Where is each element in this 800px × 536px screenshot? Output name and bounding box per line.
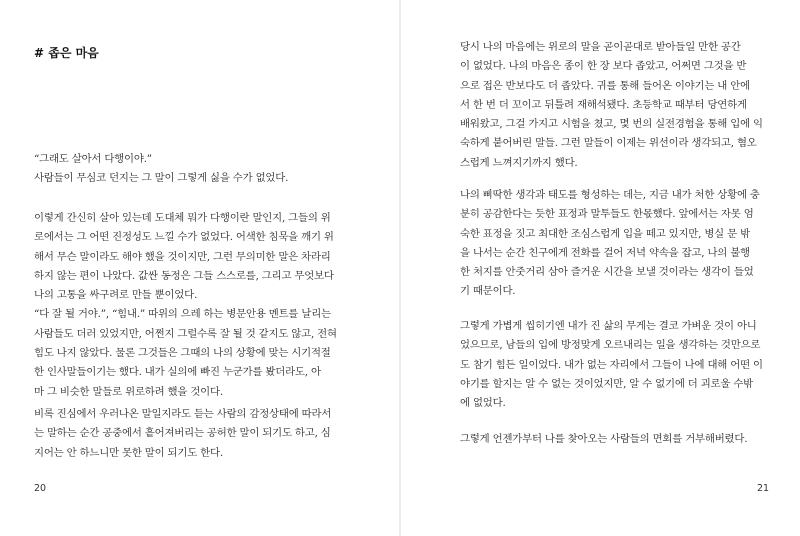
chapter-heading: # 좁은 마음 — [34, 46, 99, 60]
text-line: 스럽게 느껴지기까지 했다. — [460, 156, 578, 169]
text-line: 서 한 번 더 꼬이고 뒤틀려 재해석됐다. 초등학교 때부터 당연하게 — [460, 98, 747, 111]
text-line: 나의 삐딱한 생각과 태도를 형성하는 데는, 지금 내가 처한 상황에 충 — [460, 189, 760, 201]
text-line: 기 때문이다. — [460, 285, 516, 298]
page-number: 21 — [757, 483, 770, 494]
text-line: “그래도 살아서 다행이야.” — [34, 153, 152, 165]
text-line: 사람들이 무심코 던지는 그 말이 그렇게 싫을 수가 없었다. — [34, 172, 289, 185]
text-line: 로에서는 그 어떤 진정성도 느낄 수가 없었다. 어색한 침묵을 깨기 위 — [34, 231, 334, 244]
text-line: 배워왔고, 그걸 가지고 시험을 쳤고, 몇 번의 실전경험을 통해 입에 익 — [460, 118, 763, 131]
text-line: 으로 접은 반보다도 더 좁았다. 귀를 통해 들어온 이야기는 내 안에 — [460, 79, 750, 92]
text-line: 지어는 안 하느니만 못한 말이 되기도 한다. — [34, 446, 223, 459]
text-line: 당시 나의 마음에는 위로의 말을 곧이곧대로 받아들일 만한 공간 — [460, 41, 741, 53]
text-line: 숙한 표정을 짓고 최대한 조심스럽게 입을 떼고 있지만, 병실 문 밖 — [460, 227, 750, 240]
text-line: 하지 않는 편이 나았다. 값싼 동정은 그들 스스로를, 그리고 무엇보다 — [34, 269, 334, 282]
text-line: 힘도 나지 않았다. 물론 그것들은 그때의 나의 상황에 맞는 시기적절 — [34, 347, 331, 360]
text-line: 나의 고통을 싸구려로 만들 뿐이었다. — [34, 289, 198, 302]
text-line: 이렇게 간신히 살아 있는데 도대체 뭐가 다행이란 말인지, 그들의 위 — [34, 212, 331, 224]
text-line: 분히 공감한다는 듯한 표정과 말투들도 한몫했다. 앞에서는 자못 엄 — [460, 208, 754, 221]
text-line: 사람들도 더러 있었지만, 어쩐지 그럴수록 잘 될 것 같지도 않고, 전혀 — [34, 327, 337, 340]
text-line: 마 그 비슷한 말들로 위로하려 했을 것이다. — [34, 385, 223, 398]
text-line: 비록 진심에서 우러나온 말일지라도 듣는 사람의 감정상태에 따라서 — [34, 408, 332, 420]
text-line: 을 나서는 순간 친구에게 전화를 걸어 저녁 약속을 잡고, 나의 불행 — [460, 246, 750, 259]
page-number: 20 — [34, 483, 47, 494]
text-line: 그렇게 언젠가부터 나를 찾아오는 사람들의 면회를 거부해버렸다. — [460, 433, 748, 445]
right-paragraph-3 — [460, 317, 780, 413]
right-page — [400, 0, 800, 536]
left-paragraph-3 — [34, 405, 374, 463]
text-line: 도 참기 힘든 일이었다. 내가 없는 자리에서 그들이 나에 대해 어떤 이 — [460, 358, 763, 371]
text-line: 그렇게 가볍게 씹히기엔 내가 진 삶의 무게는 결코 가벼운 것이 아니 — [460, 320, 757, 332]
left-paragraph-1 — [34, 150, 374, 189]
text-line: “다 잘 될 거야.”, “힘내.” 따위의 으레 하는 병문안용 멘트를 날리는 — [34, 308, 331, 321]
left-paragraph-2 — [34, 209, 374, 402]
text-line: 었으므로, 남들의 입에 방정맞게 오르내리는 일을 생각하는 것만으로 — [460, 339, 761, 352]
right-paragraph-1 — [460, 38, 780, 173]
text-line: 숙하게 붙어버린 말들. 그런 말들이 이제는 위선이라 생각되고, 혐오 — [460, 137, 757, 150]
right-paragraph-2 — [460, 186, 780, 302]
text-line: 는 말하는 순간 공중에서 흩어져버리는 공허한 말이 되기도 하고, 심 — [34, 427, 331, 440]
right-paragraph-4 — [460, 430, 780, 449]
text-line: 에 없었다. — [460, 397, 506, 410]
text-line: 한 처지를 안줏거리 삼아 즐거운 시간을 보낼 것이라는 생각이 들었 — [460, 266, 754, 279]
text-line: 해서 무슨 말이라도 해야 했을 것이지만, 그런 무의미한 말은 차라리 — [34, 250, 331, 263]
text-line: 한 인사말들이기는 했다. 내가 실의에 빠진 누군가를 봤더라도, 아 — [34, 366, 321, 379]
text-line: 야기를 할지는 알 수 없는 것이었지만, 알 수 없기에 더 괴로울 수밖 — [460, 377, 754, 390]
text-line: 이 없었다. 나의 마음은 종이 한 장 보다 좁았고, 어쩌면 그것을 반 — [460, 60, 747, 73]
